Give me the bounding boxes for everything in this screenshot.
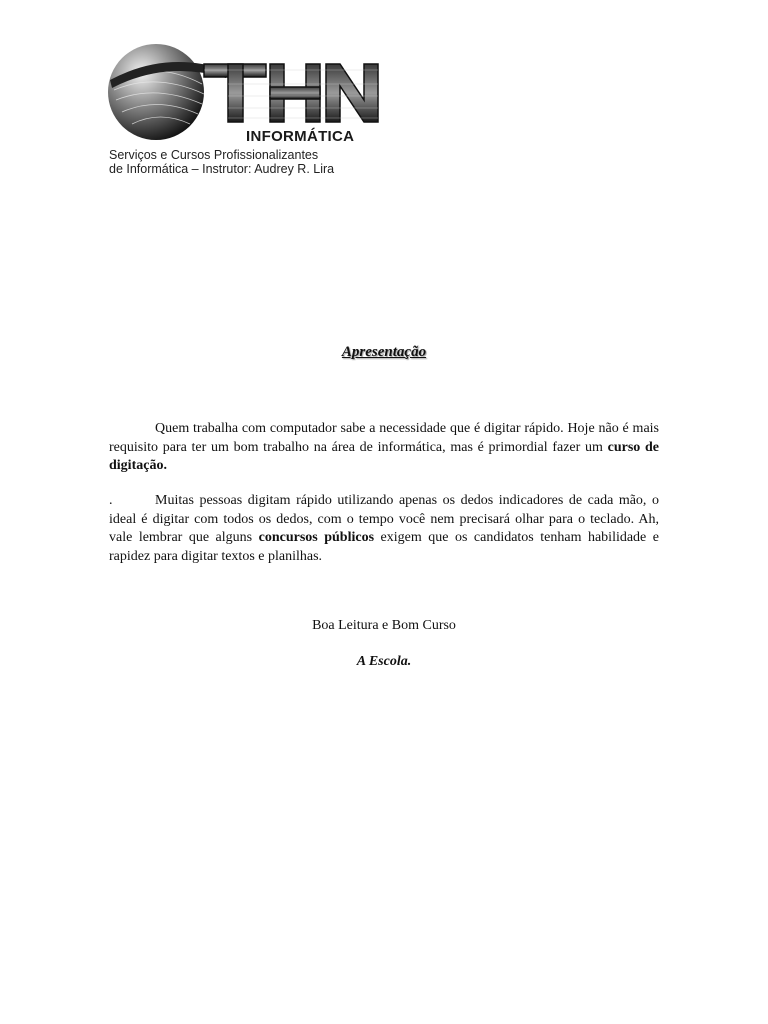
closing-line: Boa Leitura e Bom Curso (312, 618, 456, 633)
letterhead-tagline (109, 148, 334, 176)
globe-icon (108, 44, 204, 140)
tagline-line-2: de Informática – Instrutor: Audrey R. Lira (109, 162, 335, 176)
paragraph-intro (109, 420, 659, 476)
letterhead (106, 40, 406, 180)
paragraph-intro-text: Quem trabalha com computador sabe a necessidade que é digitar rápido. Hoje não é mais requisito para ter um bom trabalho na área de informática, mas é primordial fazer um (109, 421, 659, 455)
signature: A Escola. (356, 654, 412, 669)
paragraph-intro-bold: curso de digitação. (109, 439, 659, 473)
tagline-line-1: Serviços e Cursos Profissionalizantes (109, 148, 319, 162)
paragraph-advice-text: Muitas pessoas digitam rápido utilizando apenas os dedos indicadores de cada mão, o ideal é digitar com todos os dedos, com o tempo você nem precisará olhar para o teclado. Ah, vale lembrar que alguns (109, 493, 659, 545)
document-title: Apresentação (341, 344, 427, 360)
paragraph-marker: . (109, 493, 113, 508)
paragraph-advice-bold: concursos públicos (258, 530, 375, 545)
logo-subtitle: INFORMÁTICA (246, 128, 355, 145)
paragraph-advice-text-end: exigem que os candidatos tenham habilidade e rapidez para digitar textos e planilhas. (109, 530, 659, 564)
paragraph-advice (109, 492, 659, 566)
company-logo (106, 40, 392, 152)
